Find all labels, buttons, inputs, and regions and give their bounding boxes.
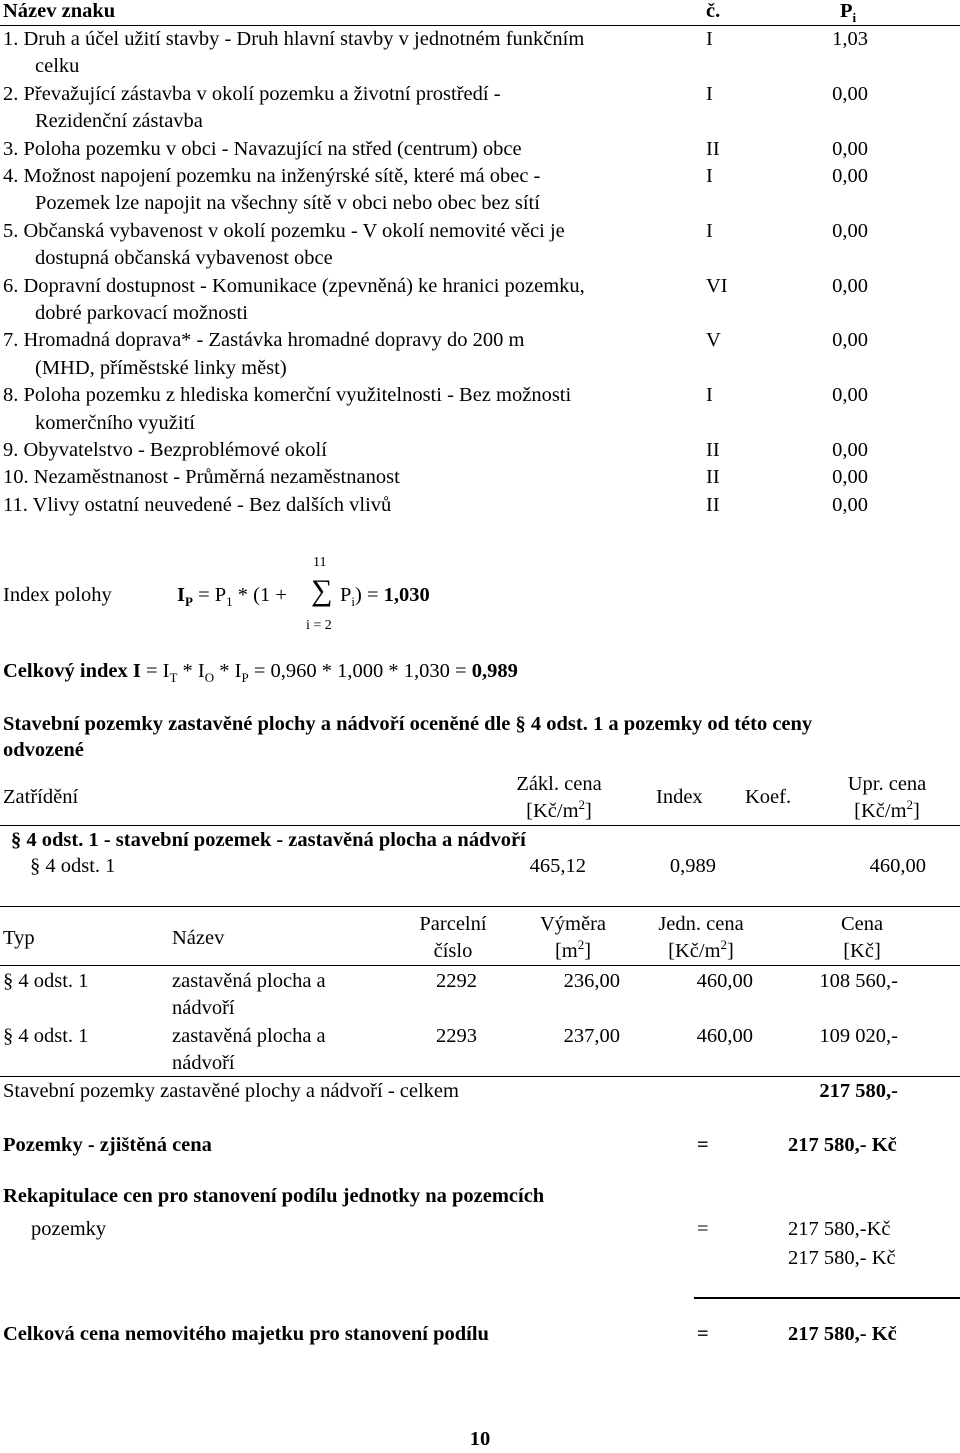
factor-value: 0,00: [832, 137, 868, 160]
col-zakl-line1: Zákl. cena: [516, 773, 602, 795]
factor-class: VI: [706, 274, 728, 297]
factor-value: 0,00: [832, 219, 868, 242]
col-upr-line1: Upr. cena: [847, 773, 927, 795]
sum-bottom: i = 2: [306, 618, 332, 633]
factor-value: 0,00: [832, 329, 868, 352]
parcel-nazev-line1: zastavěná plocha a: [172, 1025, 326, 1047]
factor-value: 0,00: [832, 274, 868, 297]
parcel-nazev-line2: nádvoří: [172, 1052, 235, 1074]
rekap-heading: Rekapitulace cen pro stanovení podílu jednotky na pozemcích: [3, 1185, 545, 1207]
celkova-value: 217 580,- Kč: [788, 1323, 897, 1345]
factor-class: II: [706, 466, 720, 489]
index-polohy-label: Index polohy: [3, 584, 112, 606]
parcels-total-label: Stavební pozemky zastavěné plochy a nádvoří - celkem: [3, 1080, 459, 1102]
factor-class: I: [706, 28, 713, 50]
factor-text-line1: 9. Obyvatelstvo - Bezproblémové okolí: [3, 439, 327, 461]
col-typ: Typ: [3, 927, 35, 949]
parcel-nazev-line2: nádvoří: [172, 997, 235, 1019]
factor-value: 0,00: [832, 165, 868, 187]
factor-class: II: [706, 493, 720, 516]
pozemky-label: pozemky: [31, 1218, 107, 1240]
stavebni-heading-line1: Stavební pozemky zastavěné plochy a nádvoří oceněné dle § 4 odst. 1 a pozemky od této ceny: [3, 713, 813, 735]
col-zakl-line2: $[Kč/m^2]$: [526, 797, 592, 822]
col-jedn-line1: Jedn. cena: [658, 913, 744, 935]
factor-text-line1: 4. Možnost napojení pozemku na inženýrské sítě, které má obec -: [3, 165, 541, 187]
factor-class: V: [706, 329, 721, 352]
zjistena-value: 217 580,- Kč: [788, 1134, 897, 1156]
col-vym-line2: $[m^2]$: [554, 937, 592, 962]
col-upr-line2: $[Kč/m^2]$: [854, 797, 920, 822]
col-koef: Koef.: [745, 786, 792, 808]
factor-class: I: [706, 219, 713, 242]
index-polohy-formula: $I_P = P_1 * (1$ +: [177, 584, 287, 610]
factor-text-line1: 5. Občanská vybavenost v okolí pozemku - V okolí nemovité věci je: [3, 219, 565, 242]
parcel-cislo: 2292: [436, 970, 477, 992]
parcel-cena: 109 020,-: [819, 1025, 898, 1047]
parcel-jedn-cena: 460,00: [696, 1025, 753, 1047]
parcel-typ: § 4 odst. 1: [3, 1025, 89, 1047]
valuation-header-rule: [0, 825, 960, 826]
factor-class: I: [706, 165, 713, 187]
factor-class: II: [706, 137, 720, 160]
factor-text-line2: dobré parkovací možnosti: [35, 302, 248, 324]
stavebni-heading-line2: odvozené: [3, 739, 84, 761]
factor-value: 0,00: [832, 493, 868, 516]
parcels-total-rule: [0, 1076, 960, 1077]
col-cena-line2: [Kč]: [843, 940, 881, 962]
valuation-group-title: § 4 odst. 1 - stavební pozemek - zastavěná plocha a nádvoří: [11, 829, 526, 851]
factor-value: 0,00: [832, 384, 868, 407]
sigma-icon: ∑: [311, 574, 333, 607]
parcel-vymera: 237,00: [563, 1025, 620, 1047]
factor-value: 0,00: [832, 82, 868, 105]
factors-header-p: $P_i$: [840, 0, 857, 26]
col-cena-line1: Cena: [840, 913, 884, 935]
factor-value: 0,00: [832, 439, 868, 461]
col-nazev: Název: [172, 927, 225, 949]
celkova-label: Celková cena nemovitého majetku pro stanovení podílu: [3, 1323, 489, 1345]
subtotal-value: 217 580,- Kč: [788, 1247, 896, 1269]
factor-text-line1: 2. Převažující zástavba v okolí pozemku a životní prostředí -: [3, 82, 501, 105]
pozemky-eq: =: [697, 1218, 709, 1240]
factor-text-line1: 3. Poloha pozemku v obci - Navazující na střed (centrum) obce: [3, 137, 522, 160]
factor-class: II: [706, 439, 720, 461]
factor-text-line1: 8. Poloha pozemku z hlediska komerční využitelnosti - Bez možnosti: [3, 384, 572, 407]
valuation-row-index: 0,989: [669, 855, 716, 877]
factors-header-name: Název znaku: [3, 0, 116, 22]
factor-text-line1: 6. Dopravní dostupnost - Komunikace (zpevněná) ke hranici pozemku,: [3, 274, 585, 297]
valuation-row-upr: 460,00: [869, 855, 926, 877]
zjistena-label: Pozemky - zjištěná cena: [3, 1134, 212, 1156]
col-zatrideni: Zatřídění: [3, 786, 79, 808]
factor-class: I: [706, 82, 713, 105]
sum-top: 11: [313, 555, 327, 570]
factor-text-line1: 10. Nezaměstnanost - Průměrná nezaměstnanost: [3, 466, 400, 489]
celkovy-index: Celkový index $I = I_T * I_O * I_P = 0,960 * 1,000 * 1,030 = 0,989$: [3, 660, 518, 686]
celkova-eq: =: [697, 1323, 709, 1345]
col-vym-line1: Výměra: [539, 913, 607, 935]
parcels-top-rule: [0, 906, 960, 907]
parcel-vymera: 236,00: [563, 970, 620, 992]
factor-text-line1: 1. Druh a účel užití stavby - Druh hlavní stavby v jednotném funkčním: [3, 28, 585, 50]
page-number: 10: [469, 1428, 491, 1450]
subtotal-rule: [694, 1297, 960, 1299]
factor-class: I: [706, 384, 713, 407]
factor-text-line2: celku: [35, 55, 80, 78]
factor-text-line1: 11. Vlivy ostatní neuvedené - Bez dalších vlivů: [3, 493, 392, 516]
factor-text-line2: komerčního využití: [35, 411, 195, 434]
col-jedn-line2: $[Kč/m^2]$: [668, 937, 734, 962]
parcel-cena: 108 560,-: [819, 970, 898, 992]
factor-value: 0,00: [832, 466, 868, 489]
factors-header-no: č.: [706, 0, 721, 22]
valuation-row-zakl: 465,12: [529, 855, 586, 877]
factor-value: 1,03: [832, 28, 868, 50]
parcel-typ: § 4 odst. 1: [3, 970, 89, 992]
parcel-cislo: 2293: [436, 1025, 477, 1047]
valuation-row-zatrideni: § 4 odst. 1: [30, 855, 116, 877]
pozemky-value: 217 580,-Kč: [788, 1218, 891, 1240]
col-index: Index: [656, 786, 703, 808]
col-parc-line2: číslo: [433, 940, 473, 962]
col-parc-line1: Parcelní: [419, 913, 487, 935]
zjistena-eq: =: [697, 1134, 709, 1156]
parcels-total-value: 217 580,-: [819, 1080, 898, 1102]
factor-text-line2: dostupná občanská vybavenost obce: [35, 247, 333, 270]
factor-text-line2: Rezidenční zástavba: [35, 110, 203, 133]
factor-text-line2: Pozemek lze napojit na všechny sítě v obci nebo obec bez sítí: [35, 192, 540, 215]
parcel-nazev-line1: zastavěná plocha a: [172, 970, 326, 992]
parcel-jedn-cena: 460,00: [696, 970, 753, 992]
parcels-header-rule: [0, 965, 960, 966]
index-polohy-tail: $P_i) = 1,030$: [340, 584, 430, 610]
factor-text-line2: (MHD, příměstské linky měst): [35, 356, 287, 379]
factor-text-line1: 7. Hromadná doprava* - Zastávka hromadné dopravy do 200 m: [3, 329, 525, 352]
